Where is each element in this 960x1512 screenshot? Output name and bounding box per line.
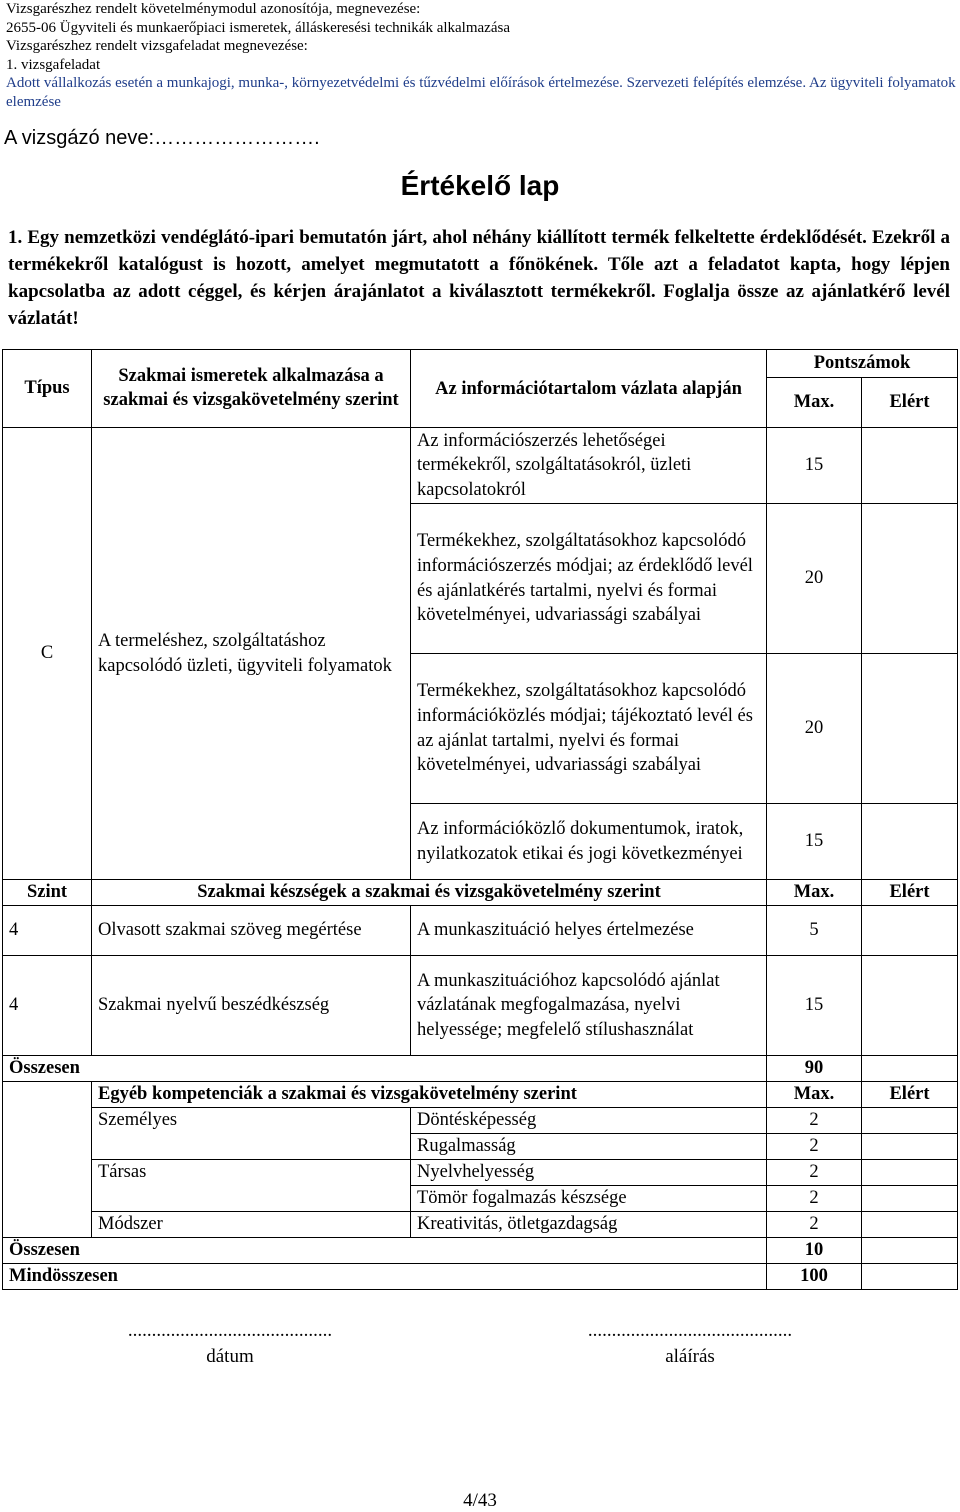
header-knowledge: Szakmai ismeretek alkalmazása a szakmai és vizsgakövetelmény szerint bbox=[92, 350, 411, 428]
grand-total-value: 100 bbox=[767, 1264, 862, 1290]
competency-achieved[interactable] bbox=[862, 1134, 958, 1160]
header-line: Vizsgarészhez rendelt vizsgafeladat megnevezése: bbox=[6, 38, 308, 54]
subtotal-label: Összesen bbox=[3, 1056, 767, 1082]
competency-name: Nyelvhelyesség bbox=[411, 1160, 767, 1186]
other-header-title: Egyéb kompetenciák a szakmai és vizsgakövetelmény szerint bbox=[92, 1082, 767, 1108]
info-row-max: 20 bbox=[767, 654, 862, 804]
type-value: C bbox=[3, 428, 92, 880]
info-row-achieved[interactable] bbox=[862, 804, 958, 880]
info-row-achieved[interactable] bbox=[862, 504, 958, 654]
competency-group bbox=[92, 1186, 411, 1212]
spacer-cell bbox=[3, 1160, 92, 1186]
date-dots[interactable]: ........................................... bbox=[127, 1320, 333, 1341]
subtotal-label: Összesen bbox=[3, 1238, 767, 1264]
skill-max: 5 bbox=[767, 906, 862, 956]
header-points: Pontszámok bbox=[767, 350, 958, 378]
competency-achieved[interactable] bbox=[862, 1186, 958, 1212]
evaluation-table bbox=[2, 349, 958, 1290]
grand-total-achieved[interactable] bbox=[862, 1264, 958, 1290]
signature-dots[interactable]: ........................................... bbox=[587, 1320, 793, 1341]
skills-header-achieved: Elért bbox=[862, 880, 958, 906]
info-row-achieved[interactable] bbox=[862, 428, 958, 504]
spacer-cell bbox=[3, 1082, 92, 1108]
header-info: Az információtartalom vázlata alapján bbox=[411, 350, 767, 428]
document-header bbox=[6, 0, 956, 111]
competency-name: Döntésképesség bbox=[411, 1108, 767, 1134]
spacer-cell bbox=[3, 1108, 92, 1134]
competency-max: 2 bbox=[767, 1212, 862, 1238]
competency-group: Módszer bbox=[92, 1212, 411, 1238]
skill-description: A munkaszituáció helyes értelmezése bbox=[411, 906, 767, 956]
other-header-achieved: Elért bbox=[862, 1082, 958, 1108]
other-header-max: Max. bbox=[767, 1082, 862, 1108]
competency-group: Társas bbox=[92, 1160, 411, 1186]
competency-achieved[interactable] bbox=[862, 1108, 958, 1134]
date-label: dátum bbox=[206, 1346, 254, 1367]
signature-label: aláírás bbox=[665, 1346, 715, 1367]
info-row-max: 15 bbox=[767, 428, 862, 504]
page-title: Értékelő lap bbox=[400, 170, 560, 201]
signature-sign-block bbox=[540, 1320, 840, 1368]
info-row-text: Az információszerzés lehetőségei termékekről, szolgáltatásokról, üzleti kapcsolatokról bbox=[411, 428, 767, 504]
subtotal-achieved[interactable] bbox=[862, 1056, 958, 1082]
subtotal-achieved[interactable] bbox=[862, 1238, 958, 1264]
examinee-name-label: A vizsgázó neve:……………………. bbox=[4, 127, 320, 149]
info-row-text: Termékekhez, szolgáltatásokhoz kapcsolódó információközlés módjai; tájékoztató levél és az ajánlat tartalmi, nyelvi és formai követelményei, udvariassági szabályai bbox=[411, 654, 767, 804]
competency-achieved[interactable] bbox=[862, 1160, 958, 1186]
subtotal-value: 90 bbox=[767, 1056, 862, 1082]
competency-name: Rugalmasság bbox=[411, 1134, 767, 1160]
spacer-cell bbox=[3, 1186, 92, 1212]
competency-max: 2 bbox=[767, 1108, 862, 1134]
info-row-max: 20 bbox=[767, 504, 862, 654]
grand-total-label: Mindösszesen bbox=[3, 1264, 767, 1290]
info-row-text: Termékekhez, szolgáltatásokhoz kapcsolódó információszerzés módjai; az érdeklődő levél és ajánlatkérés tartalmi, nyelvi és formai követelményei, udvariassági szabályai bbox=[411, 504, 767, 654]
competency-achieved[interactable] bbox=[862, 1212, 958, 1238]
skill-name: Szakmai nyelvű beszédkészség bbox=[92, 956, 411, 1056]
header-type: Típus bbox=[3, 350, 92, 428]
skill-level: 4 bbox=[3, 906, 92, 956]
header-line: 2655-06 Ügyviteli és munkaerőpiaci ismeretek, álláskeresési technikák alkalmazása bbox=[6, 19, 510, 36]
competency-max: 2 bbox=[767, 1186, 862, 1212]
header-achieved: Elért bbox=[862, 378, 958, 428]
subtotal-value: 10 bbox=[767, 1238, 862, 1264]
skills-header-title: Szakmai készségek a szakmai és vizsgakövetelmény szerint bbox=[92, 880, 767, 906]
skill-achieved[interactable] bbox=[862, 906, 958, 956]
competency-name: Kreativitás, ötletgazdagság bbox=[411, 1212, 767, 1238]
header-line: Vizsgarészhez rendelt követelménymodul azonosítója, megnevezése: bbox=[6, 1, 421, 17]
competency-max: 2 bbox=[767, 1160, 862, 1186]
skills-header-level: Szint bbox=[3, 880, 92, 906]
skill-max: 15 bbox=[767, 956, 862, 1056]
task-description: 1. Egy nemzetközi vendéglátó-ipari bemutatón járt, ahol néhány kiállított termék felkeltette érdeklődését. Ezekről a termékekről katalógust is hozott, amelyet megmutatott a főnökének. Tőle azt a feladatot kapta, hogy lépjen kapcsolatba az adott céggel, és kérjen árajánlatot a kiválasztott termékekről. Foglalja össze az ajánlatkérő levél vázlatát! bbox=[8, 227, 950, 329]
competency-name: Tömör fogalmazás készsége bbox=[411, 1186, 767, 1212]
info-row-achieved[interactable] bbox=[862, 654, 958, 804]
header-line: Adott vállalkozás esetén a munkajogi, munka-, környezetvédelmi és tűzvédelmi előírások értelmezése. Szervezeti felépítés elemzése. Az ügyviteli folyamatok elemzése bbox=[6, 75, 956, 110]
spacer-cell bbox=[3, 1212, 92, 1238]
competency-group bbox=[92, 1134, 411, 1160]
skill-achieved[interactable] bbox=[862, 956, 958, 1056]
competency-max: 2 bbox=[767, 1134, 862, 1160]
skill-description: A munkaszituációhoz kapcsolódó ajánlat vázlatának megfogalmazása, nyelvi helyessége; megfelelő stílushasználat bbox=[411, 956, 767, 1056]
header-max: Max. bbox=[767, 378, 862, 428]
skill-name: Olvasott szakmai szöveg megértése bbox=[92, 906, 411, 956]
signature-date-block bbox=[80, 1320, 380, 1368]
skill-level: 4 bbox=[3, 956, 92, 1056]
info-row-max: 15 bbox=[767, 804, 862, 880]
spacer-cell bbox=[3, 1134, 92, 1160]
competency-group: Személyes bbox=[92, 1108, 411, 1134]
page-number: 4/43 bbox=[463, 1490, 497, 1511]
skills-header-max: Max. bbox=[767, 880, 862, 906]
header-line: 1. vizsgafeladat bbox=[6, 56, 101, 73]
info-row-text: Az információközlő dokumentumok, iratok, nyilatkozatok etikai és jogi következményei bbox=[411, 804, 767, 880]
knowledge-value: A termeléshez, szolgáltatáshoz kapcsolódó üzleti, ügyviteli folyamatok bbox=[92, 428, 411, 880]
